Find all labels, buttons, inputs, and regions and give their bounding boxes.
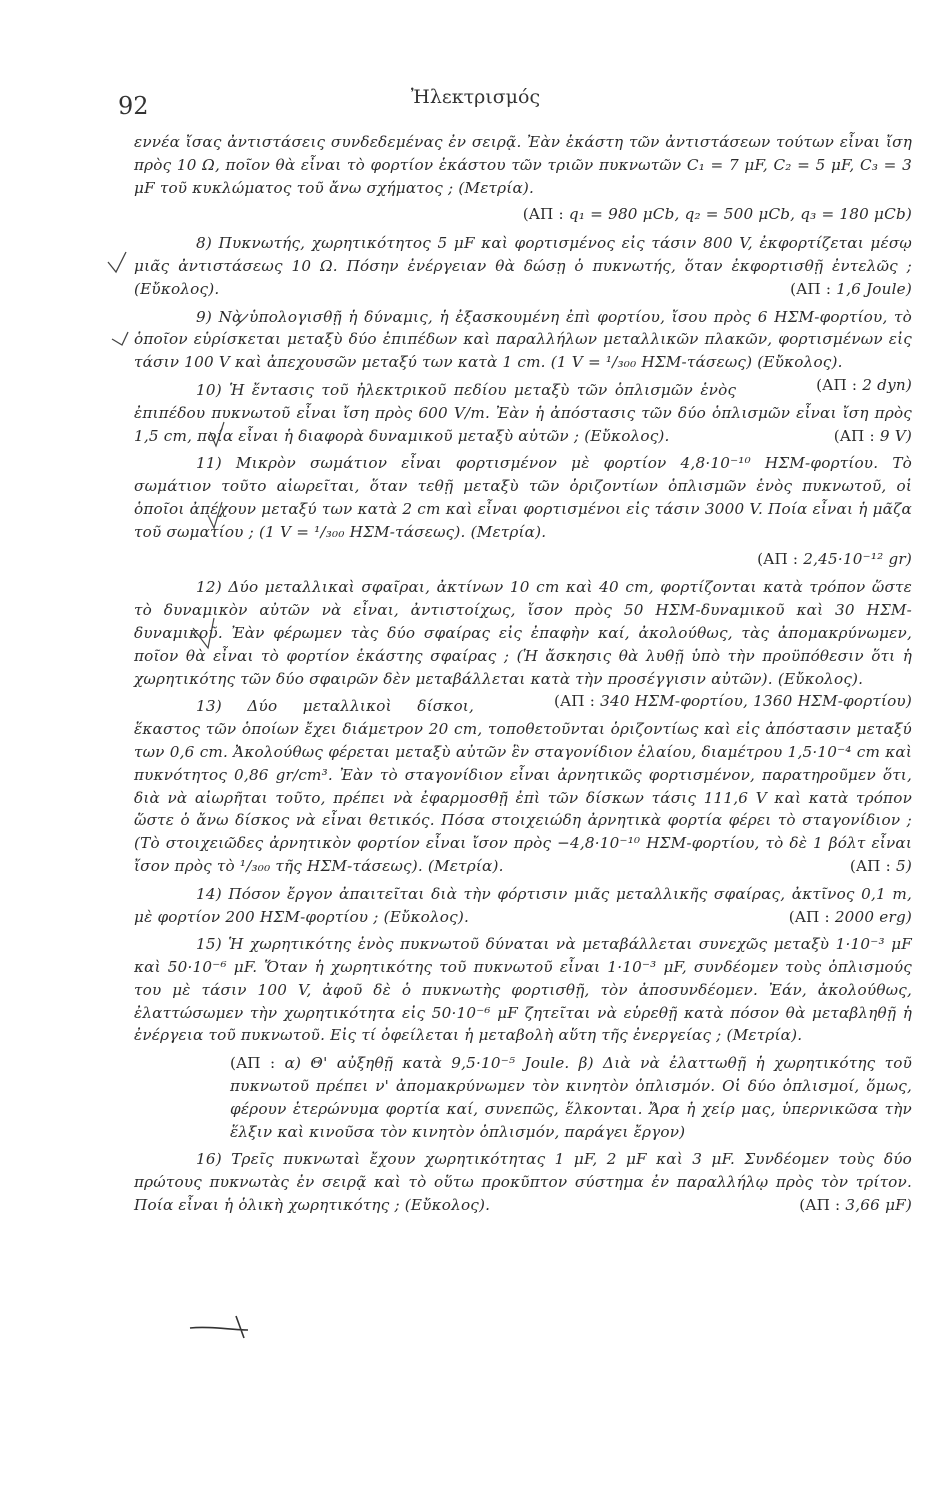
problem-7 <box>134 131 912 199</box>
answer-text: α) Θ' αὐξηθῇ κατὰ 9,5·10⁻⁵ Joule. β) Διὰ νὰ ἐλαττωθῇ ἡ χωρητικότης τοῦ πυκνωτοῦ πρέπει ν' ἀπομακρύνωμεν τὸν κινητὸν ὁπλισμόν. Οἱ δύο ὁπλισμοί, ὅμως, φέρουν ἑτερώνυμα φορτία καί, συνεπῶς, ἕλκονται. Ἄρα ἡ χείρ μας, ὑπερνικῶσα τὴν ἕλξιν καὶ κινοῦσα τὸν κινητὸν ὁπλισμόν, παράγει ἔργον) <box>230 1054 912 1141</box>
answer-text: 5) <box>896 856 912 875</box>
problem-text: 12) Δύο μεταλλικαὶ σφαῖραι, ἀκτίνων 10 cm καὶ 40 cm, φορτίζονται κατὰ τρόπον ὥστε τὸ δυναμικὸν αὐτῶν νὰ εἶναι, ἀντιστοίχως, ἴσον πρὸς 50 ΗΣΜ-δυναμικοῦ καὶ 30 ΗΣΜ-δυναμικοῦ. Ἐὰν φέρωμεν τὰς δύο σφαίρας εἰς ἐπαφὴν καί, ἀκολούθως, τὰς ἀπομακρύνωμεν, ποῖον θὰ εἶναι τὸ φορτίον ἑκάστης σφαίρας ; (Ἡ ἄσκησις θὰ λυθῇ ὑπὸ τὴν προϋπόθεσιν ὅτι ἡ χωρητικότης τῶν δύο σφαιρῶν δὲν μεταβάλλεται κατὰ τὴν προσέγγισιν αὐτῶν). (Εὔκολος). <box>134 578 912 688</box>
problem-list <box>134 131 912 1222</box>
problem-text: 16) Τρεῖς πυκνωταὶ ἔχουν χωρητικότητας 1 μF, 2 μF καὶ 3 μF. Συνδέομεν τοὺς δύο πρώτους πυκνωτὰς ἐν σειρᾷ καὶ τὸ οὕτω προκῦπτον σύστημα ἐν παραλλήλῳ πρὸς τὸν τρίτον. Ποία εἶναι ἡ ὁλικὴ χωρητικότης ; (Εὔκολος). <box>134 1150 912 1215</box>
answer-text: 9 V) <box>879 426 912 445</box>
problem-12-answer <box>492 690 912 713</box>
answer-label: (ΑΠ : <box>816 375 858 394</box>
problem-7-answer <box>134 203 912 226</box>
problem-text: 9) Νὰ ὑπολογισθῇ ἡ δύναμις, ἡ ἐξασκουμένη ἐπὶ φορτίου, ἴσου πρὸς 6 ΗΣΜ-φορτίου, τὸ ὁποῖον εὑρίσκεται μεταξὺ δύο ἐπιπέδων καὶ παραλλήλων μεταλλικῶν πλακῶν, φορτισμένων εἰς τάσιν 100 V καὶ ἀπεχουσῶν μεταξύ των κατὰ 1 cm. (1 V = ¹/₃₀₀ ΗΣΜ-τάσεως) (Εὔκολος). <box>134 307 912 372</box>
problem-11-answer <box>134 548 912 571</box>
answer-label: (ΑΠ : <box>553 692 596 711</box>
answer-text: 2000 erg) <box>834 907 912 926</box>
answer-text: 2 dyn) <box>862 375 912 394</box>
answer-label: (ΑΠ : <box>757 549 799 568</box>
answer-text: 340 ΗΣΜ-φορτίου, 1360 ΗΣΜ-φορτίου) <box>600 692 912 711</box>
answer-label: (ΑΠ : <box>799 1196 841 1215</box>
problem-16 <box>134 1148 912 1216</box>
problem-text: 14) Πόσον ἔργον ἀπαιτεῖται διὰ τὴν φόρτισιν μιᾶς μεταλλικῆς σφαίρας, ἀκτῖνος 0,1 m, μὲ φορτίον 200 ΗΣΜ-φορτίου ; (Εὔκολος). <box>134 884 912 926</box>
problem-12 <box>134 576 912 711</box>
problem-11 <box>134 452 912 543</box>
answer-label: (ΑΠ : <box>230 1054 276 1073</box>
answer-label: (ΑΠ : <box>849 856 891 875</box>
problem-13-answer <box>788 855 912 878</box>
answer-text: q₁ = 980 μCb, q₂ = 500 μCb, q₃ = 180 μCb) <box>568 205 912 224</box>
problem-9 <box>134 306 912 394</box>
answer-label: (ΑΠ : <box>522 205 564 224</box>
problem-10-answer <box>772 425 912 448</box>
answer-text: 3,66 μF) <box>845 1196 912 1215</box>
problem-text: 15) Ἡ χωρητικότης ἑνὸς πυκνωτοῦ δύναται νὰ μεταβάλλεται συνεχῶς μεταξὺ 1·10⁻³ μF καὶ 50·10⁻⁶ μF. Ὅταν ἡ χωρητικότης τοῦ πυκνωτοῦ εἶναι 1·10⁻³ μF, συνδέομεν τοὺς ὁπλισμούς του μὲ τάσιν 100 V, ἀφοῦ δὲ ὁ πυκνωτὴς φορτισθῇ, τὸν ἀποσυνδέομεν. Ἐάν, ἀκολούθως, ἐλαττώσωμεν τὴν χωρητικότητα εἰς 50·10⁻⁶ μF ζητεῖται νὰ εὑρεθῇ κατὰ πόσον θὰ μεταβληθῇ ἡ ἐνέργεια τοῦ πυκνωτοῦ. Εἰς τί ὀφείλεται ἡ μεταβολὴ αὕτη τῆς ἐνεργείας ; (Μετρία). <box>134 935 912 1045</box>
page-number: 92 <box>118 92 149 120</box>
problem-13 <box>134 695 912 877</box>
problem-text: 13) Δύο μεταλλικοὶ δίσκοι, ἕκαστος τῶν ὁποίων ἔχει διάμετρον 20 cm, τοποθετοῦνται ὁριζοντίως καὶ εἰς ἀπόστασιν μεταξύ των 0,6 cm. Ἀκολούθως φέρεται μεταξὺ αὐτῶν ἓν σταγονίδιον ἐλαίου, διαμέτρου 1,5·10⁻⁴ cm καὶ πυκνότητος 0,86 gr/cm³. Ἐὰν τὸ σταγονίδιον εἶναι ἀρνητικῶς φορτισμένον, παρατηροῦμεν ὅτι, διὰ νὰ αἰωρῆται τοῦτο, πρέπει νὰ ἐφαρμοσθῇ ἐπὶ τῶν δίσκων τάσις 111,6 V καὶ κατὰ τρόπον ὥστε ὁ ἄνω δίσκος νὰ εἶναι θετικός. Πόσα στοιχειώδη ἀρνητικὰ φορτία φέρει τὸ σταγονίδιον ; (Τὸ στοιχειῶδες ἀρνητικὸν φορτίον εἶναι ἴσον πρὸς −4,8·10⁻¹⁰ ΗΣΜ-φορτίου, τὸ δὲ 1 βόλτ εἶναι ἴσον πρὸς τὸ ¹/₃₀₀ τῆς ΗΣΜ-τάσεως). (Μετρία). <box>134 697 912 875</box>
problem-9-answer <box>754 374 912 397</box>
problem-16-answer <box>737 1194 912 1217</box>
problem-15-answer <box>134 1052 912 1143</box>
problem-15 <box>134 933 912 1047</box>
problem-text: 11) Μικρὸν σωμάτιον εἶναι φορτισμένον μὲ φορτίον 4,8·10⁻¹⁰ ΗΣΜ-φορτίου. Τὸ σωμάτιον τοῦτο αἰωρεῖται, ὅταν τεθῇ μεταξὺ τῶν ὁριζοντίων ὁπλισμῶν ἑνὸς πυκνωτοῦ, οἱ ὁποῖοι ἀπέχουν μεταξύ των κατὰ 2 cm καὶ εἶναι φορτισμένοι εἰς τάσιν 3000 V. Ποία εἶναι ἡ μᾶζα τοῦ σωματίου ; (1 V = ¹/₃₀₀ ΗΣΜ-τάσεως). (Μετρία). <box>134 454 912 541</box>
answer-label: (ΑΠ : <box>790 279 832 298</box>
problem-14-answer <box>727 906 912 929</box>
problem-8-answer <box>728 278 912 301</box>
problem-text: 8) Πυκνωτής, χωρητικότητος 5 μF καὶ φορτισμένος εἰς τάσιν 800 V, ἐκφορτίζεται μέσῳ μιᾶς ἀντιστάσεως 10 Ω. Πόσην ἐνέργειαν θὰ δώσῃ ὁ πυκνωτής, ὅταν ἐκφορτισθῇ ἐντελῶς ; (Εὔκολος). <box>134 234 912 298</box>
answer-text: 2,45·10⁻¹² gr) <box>803 549 912 568</box>
problem-8 <box>134 232 912 300</box>
problem-text: εννέα ἴσας ἀντιστάσεις συνδεδεμένας ἐν σειρᾷ. Ἐὰν ἑκάστη τῶν ἀντιστάσεων τούτων εἶναι ἴση πρὸς 10 Ω, ποῖον θὰ εἶναι τὸ φορτίον ἑκάστου τῶν τριῶν πυκνωτῶν C₁ = 7 μF, C₂ = 5 μF, C₃ = 3 μF τοῦ κυκλώματος τοῦ ἄνω σχήματος ; (Μετρία). <box>134 133 912 197</box>
answer-text: 1,6 Joule) <box>836 279 912 298</box>
problem-14 <box>134 883 912 929</box>
answer-label: (ΑΠ : <box>833 426 875 445</box>
problem-text: 10) Ἡ ἔντασις τοῦ ἠλεκτρικοῦ πεδίου μεταξὺ τῶν ὁπλισμῶν ἑνὸς ἐπιπέδου πυκνωτοῦ εἶναι ἴση πρὸς 600 V/m. Ἐὰν ἡ ἀπόστασις τῶν δύο ὁπλισμῶν εἶναι ἴση πρὸς 1,5 cm, ποία εἶναι ἡ διαφορὰ δυναμικοῦ μεταξὺ αὐτῶν ; (Εὔκολος). <box>134 380 912 445</box>
running-head: Ἠλεκτρισμός <box>410 86 541 108</box>
answer-label: (ΑΠ : <box>788 907 830 926</box>
